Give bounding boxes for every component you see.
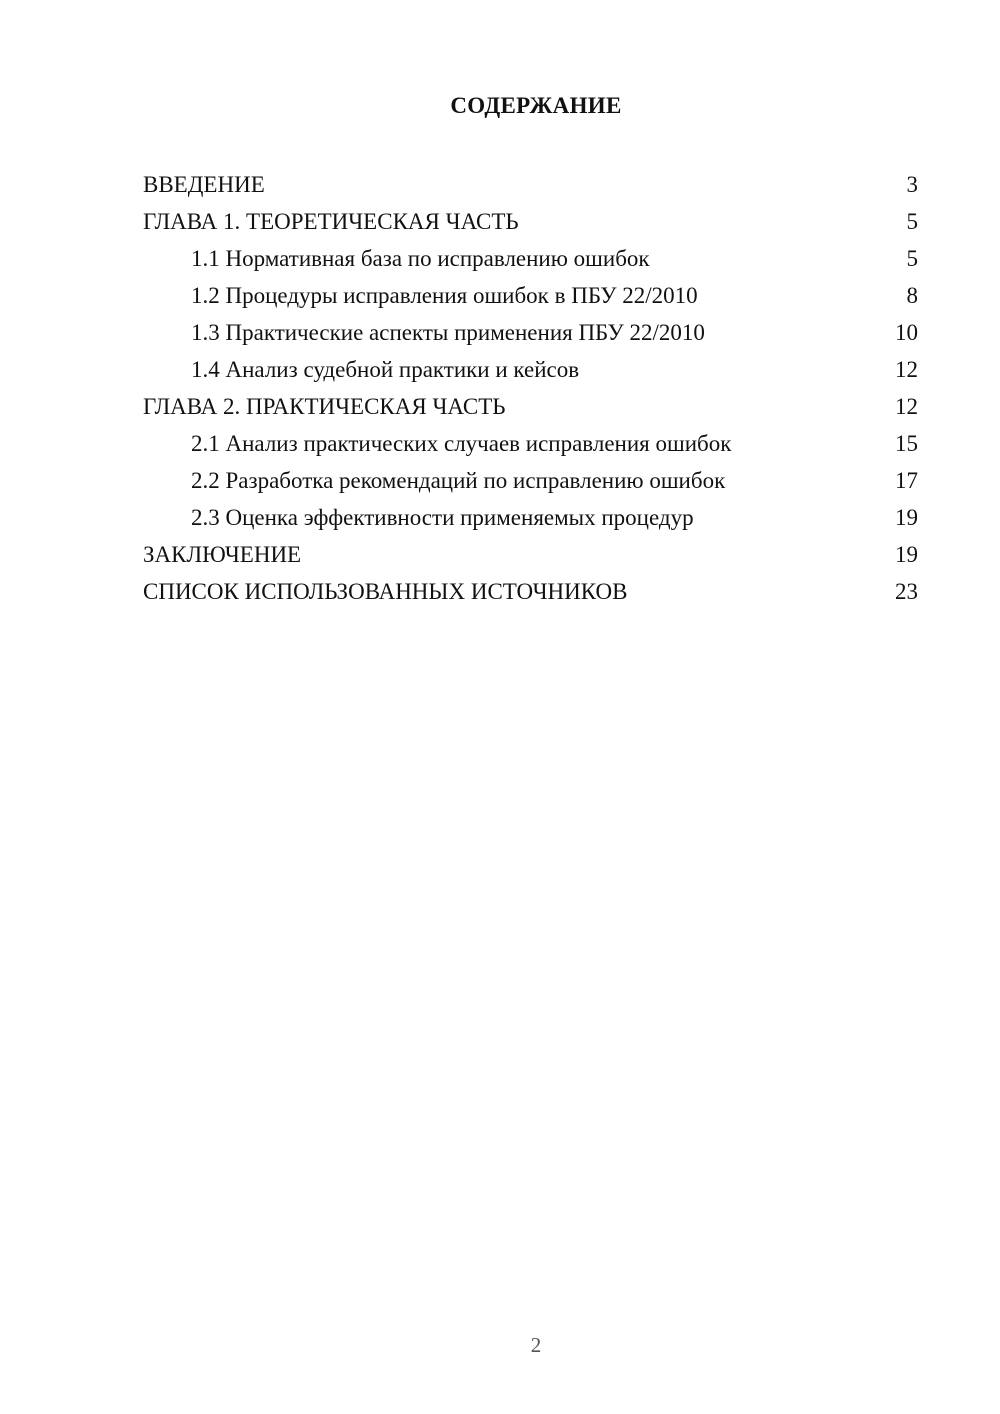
toc-title: СОДЕРЖАНИЕ [450,93,622,118]
toc-entry-section-1-1 [143,240,918,277]
toc-entry-title: 2.3 Оценка эффективности применяемых процедур [191,505,694,530]
toc-entry-section-1-2 [143,277,918,314]
page-number: 2 [530,1333,542,1357]
toc-entry-section-1-4 [143,351,918,388]
toc-entry-section-2-1 [143,425,918,462]
toc-entry-section-2-3 [143,499,918,536]
toc-entry-page: 23 [895,579,918,604]
toc-entry-page: 12 [895,357,918,382]
toc-entry-title: 1.3 Практические аспекты применения ПБУ 22/2010 [191,320,705,345]
toc-entry-section-2-2 [143,462,918,499]
toc-entry-page: 8 [906,283,918,308]
toc-entry-page: 5 [906,209,918,234]
toc-entry-page: 19 [895,542,918,567]
toc-entry-title: ГЛАВА 1. ТЕОРЕТИЧЕСКАЯ ЧАСТЬ [143,209,519,234]
toc-entry-page: 17 [895,468,918,493]
toc-entry-title: ВВЕДЕНИЕ [143,172,265,197]
toc-entry-page: 5 [906,246,918,271]
toc-entry-introduction [143,166,918,203]
toc-entry-title: 1.4 Анализ судебной практики и кейсов [191,357,580,382]
toc-entry-page: 3 [906,172,918,197]
toc-entry-page: 12 [895,394,918,419]
toc-entry-title: 1.2 Процедуры исправления ошибок в ПБУ 22/2010 [191,283,698,308]
toc-entry-page: 19 [895,505,918,530]
toc-entry-title: ЗАКЛЮЧЕНИЕ [143,542,302,567]
toc-entry-title: ГЛАВА 2. ПРАКТИЧЕСКАЯ ЧАСТЬ [143,394,506,419]
toc-list [143,166,918,610]
toc-entry-title: 2.2 Разработка рекомендаций по исправлению ошибок [191,468,726,493]
toc-entry-title: 1.1 Нормативная база по исправлению ошибок [191,246,650,271]
toc-entry-chapter-2 [143,388,918,425]
toc-entry-page: 15 [895,431,918,456]
toc-entry-title: СПИСОК ИСПОЛЬЗОВАННЫХ ИСТОЧНИКОВ [143,579,628,604]
toc-entry-page: 10 [895,320,918,345]
toc-entry-chapter-1 [143,203,918,240]
toc-entry-references [143,573,918,610]
toc-entry-section-1-3 [143,314,918,351]
toc-entry-conclusion [143,536,918,573]
toc-entry-title: 2.1 Анализ практических случаев исправления ошибок [191,431,732,456]
